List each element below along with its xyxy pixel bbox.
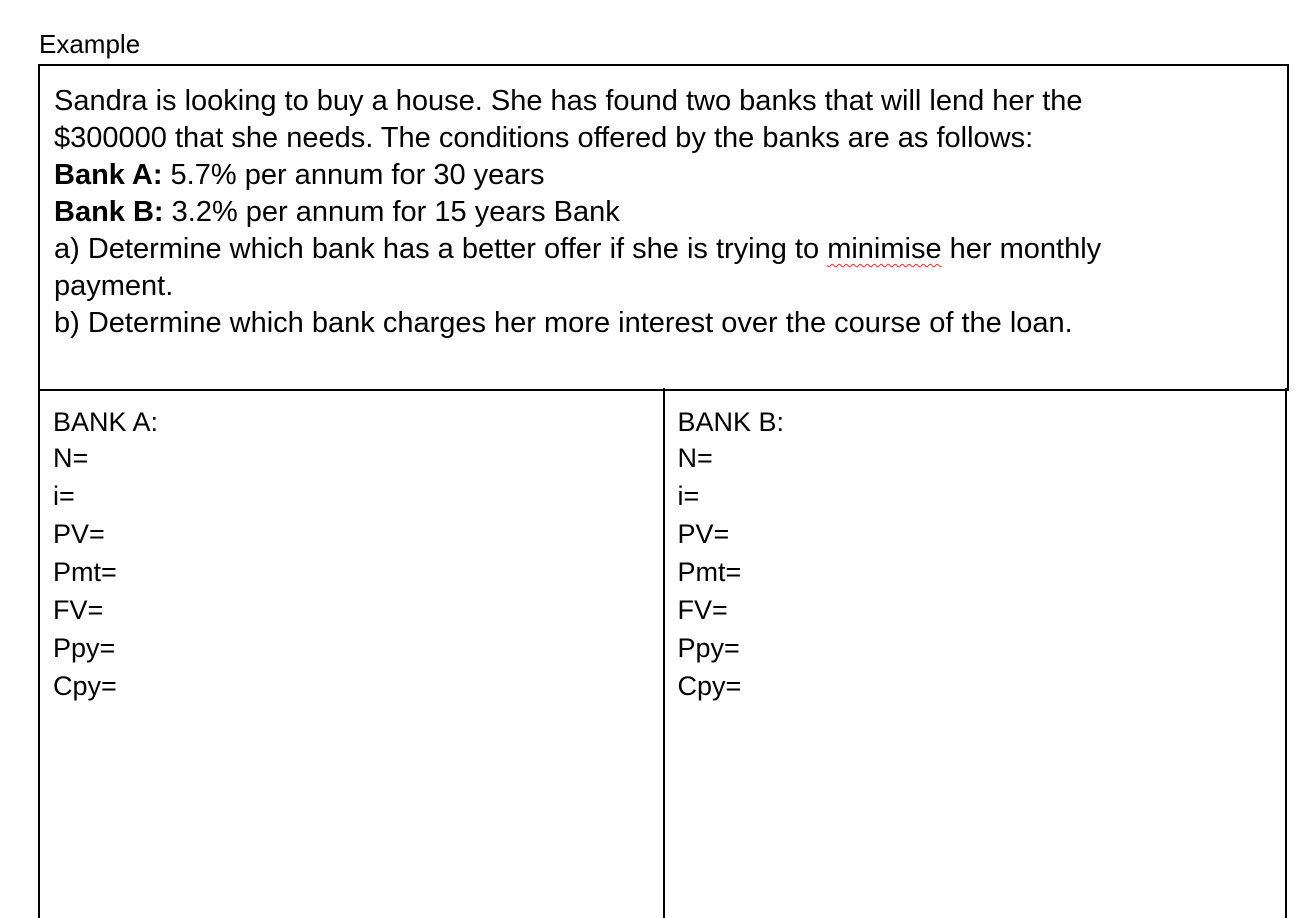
bank-b-var-n: N= xyxy=(677,443,713,473)
bank-a-terms: 5.7% per annum for 30 years xyxy=(162,159,545,191)
bank-a-var-i: i= xyxy=(53,481,75,511)
page-heading: Example xyxy=(39,29,141,59)
bank-b-var-pv: PV= xyxy=(677,519,730,549)
bank-b-var-pmt: Pmt= xyxy=(677,557,742,587)
question-b: b) Determine which bank charges her more interest over the course of the loan. xyxy=(54,307,1073,339)
bank-b-label: Bank B: xyxy=(54,196,164,228)
problem-line-1: Sandra is looking to buy a house. She has found two banks that will lend her the xyxy=(54,85,1083,117)
answer-table-row xyxy=(38,388,1287,918)
bank-b-var-i: i= xyxy=(677,481,700,511)
bank-b-var-fv: FV= xyxy=(677,595,728,625)
problem-line-2: $300000 that she needs. The conditions offered by the banks are as follows: xyxy=(54,122,1034,154)
question-a xyxy=(54,231,1287,268)
bank-a-condition xyxy=(54,157,1287,194)
bank-a-var-cpy: Cpy= xyxy=(53,671,117,701)
bank-b-var-cpy: Cpy= xyxy=(677,671,742,701)
question-a-text-end: her monthly xyxy=(941,233,1102,265)
bank-a-var-n: N= xyxy=(53,443,89,473)
spellcheck-word[interactable]: minimise xyxy=(827,233,942,265)
problem-text xyxy=(40,66,1287,342)
bank-a-var-ppy: Ppy= xyxy=(53,633,116,663)
bank-a-var-pv: PV= xyxy=(53,519,105,549)
bank-b-terms: 3.2% per annum for 15 years Bank xyxy=(163,196,620,228)
bank-a-var-pmt: Pmt= xyxy=(53,557,117,587)
question-a-continuation: payment. xyxy=(54,270,174,302)
bank-b-cell[interactable] xyxy=(663,388,1286,918)
bank-b-condition xyxy=(54,194,1287,231)
bank-a-var-fv: FV= xyxy=(53,595,104,625)
bank-b-title: BANK B: xyxy=(677,407,785,437)
bank-a-title: BANK A: xyxy=(53,407,159,437)
question-a-text-start: a) Determine which bank has a better offer if she is trying to xyxy=(54,233,828,265)
bank-a-label: Bank A: xyxy=(54,159,163,191)
bank-a-cell[interactable] xyxy=(40,388,663,918)
bank-b-var-ppy: Ppy= xyxy=(677,633,740,663)
problem-statement-box xyxy=(38,64,1289,391)
